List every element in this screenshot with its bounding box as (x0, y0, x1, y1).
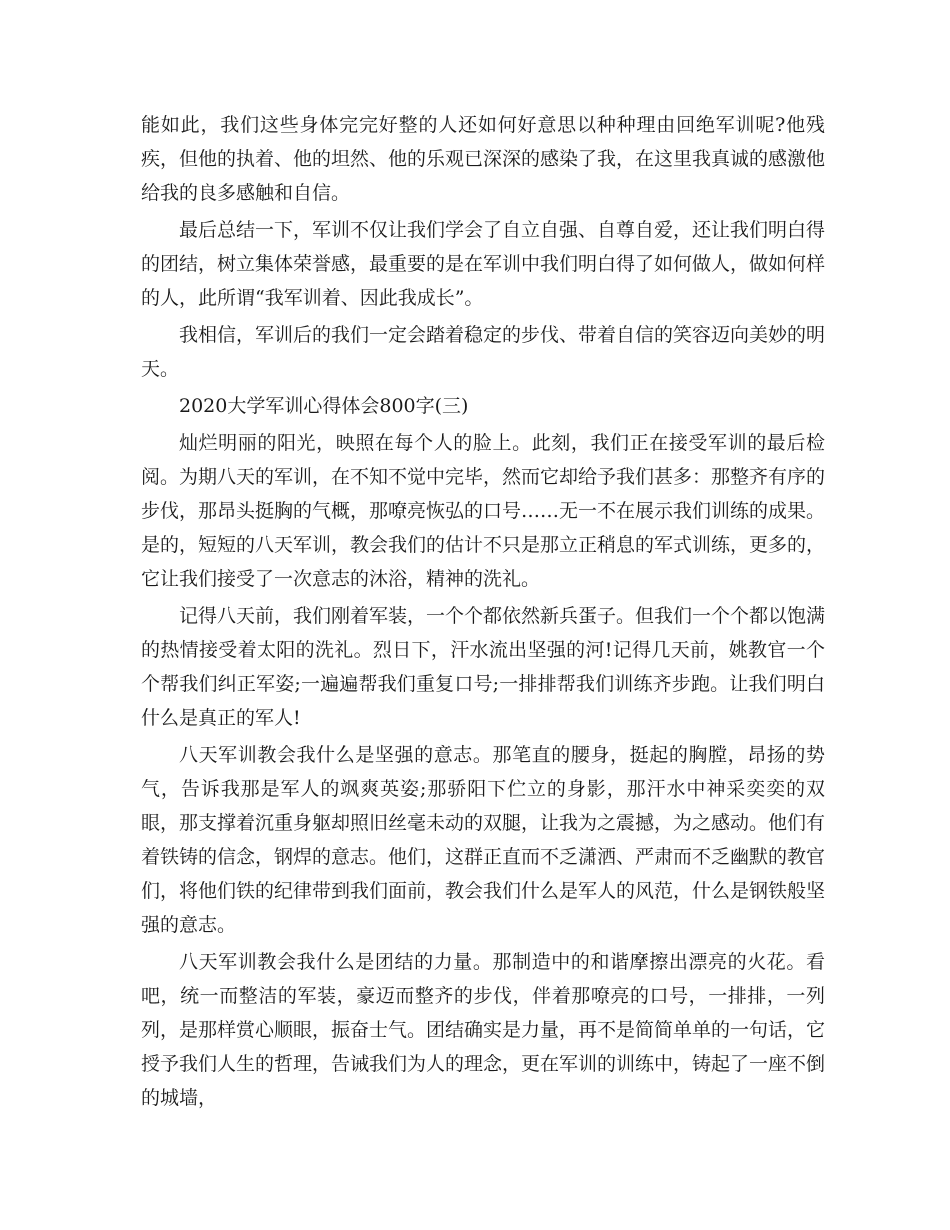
paragraph-belief: 我相信，军训后的我们一定会踏着稳定的步伐、带着自信的笑容迈向美妙的明天。 (141, 324, 826, 380)
paragraph-willpower: 八天军训教会我什么是坚强的意志。那笔直的腰身，挺起的胸膛，昂扬的势气，告诉我那是军人的飒爽英姿;那骄阳下伫立的身影，那汗水中神采奕奕的双眼，那支撑着沉重身躯却照旧丝毫未动的双腿，让我为之震撼，为之感动。他们有着铁铸的信念，钢焊的意志。他们，这群正直而不乏潇洒、严肃而不乏幽默的教官们，将他们铁的纪律带到我们面前，教会我们什么是军人的风范，什么是钢铁般坚强的意志。 (141, 744, 826, 936)
paragraph-summary: 最后总结一下，军训不仅让我们学会了自立自强、自尊自爱，还让我们明白得的团结，树立集体荣誉感，最重要的是在军训中我们明白得了如何做人，做如何样的人，此所谓“我军训着、因此我成长”。 (141, 219, 826, 309)
paragraph-continuation: 能如此，我们这些身体完完好整的人还如何好意思以种种理由回绝军训呢?他残疾，但他的执着、他的坦然、他的乐观已深深的感染了我，在这里我真诚的感激他给我的良多感触和自信。 (141, 114, 826, 204)
paragraph-unity: 八天军训教会我什么是团结的力量。那制造中的和谐摩擦出漂亮的火花。看吧，统一而整洁的军装，豪迈而整齐的步伐，伴着那嘹亮的口号，一排排，一列列，是那样赏心顺眼，振奋士气。团结确实是力量，再不是简简单单的一句话，它授予我们人生的哲理，告诫我们为人的理念，更在军训的训练中，铸起了一座不倒的城墙， (141, 951, 826, 1109)
section-heading: 2020大学军训心得体会800字(三) (179, 395, 469, 417)
document-body (141, 108, 825, 1118)
paragraph-sunshine: 灿烂明丽的阳光，映照在每个人的脸上。此刻，我们正在接受军训的最后检阅。为期八天的军训，在不知不觉中完毕，然而它却给予我们甚多：那整齐有序的步伐，那昂头挺胸的气概，那嘹亮恢弘的口号……无一不在展示我们训练的成果。是的，短短的八天军训，教会我们的估计不只是那立正稍息的军式训练，更多的，它让我们接受了一次意志的沐浴，精神的洗礼。 (141, 432, 826, 590)
paragraph-memory: 记得八天前，我们刚着军装，一个个都依然新兵蛋子。但我们一个个都以饱满的热情接受着太阳的洗礼。烈日下，汗水流出坚强的河!记得几天前，姚教官一个个帮我们纠正军姿;一遍遍帮我们重复口号;一排排帮我们训练齐步跑。让我们明白什么是真正的军人! (141, 605, 826, 729)
